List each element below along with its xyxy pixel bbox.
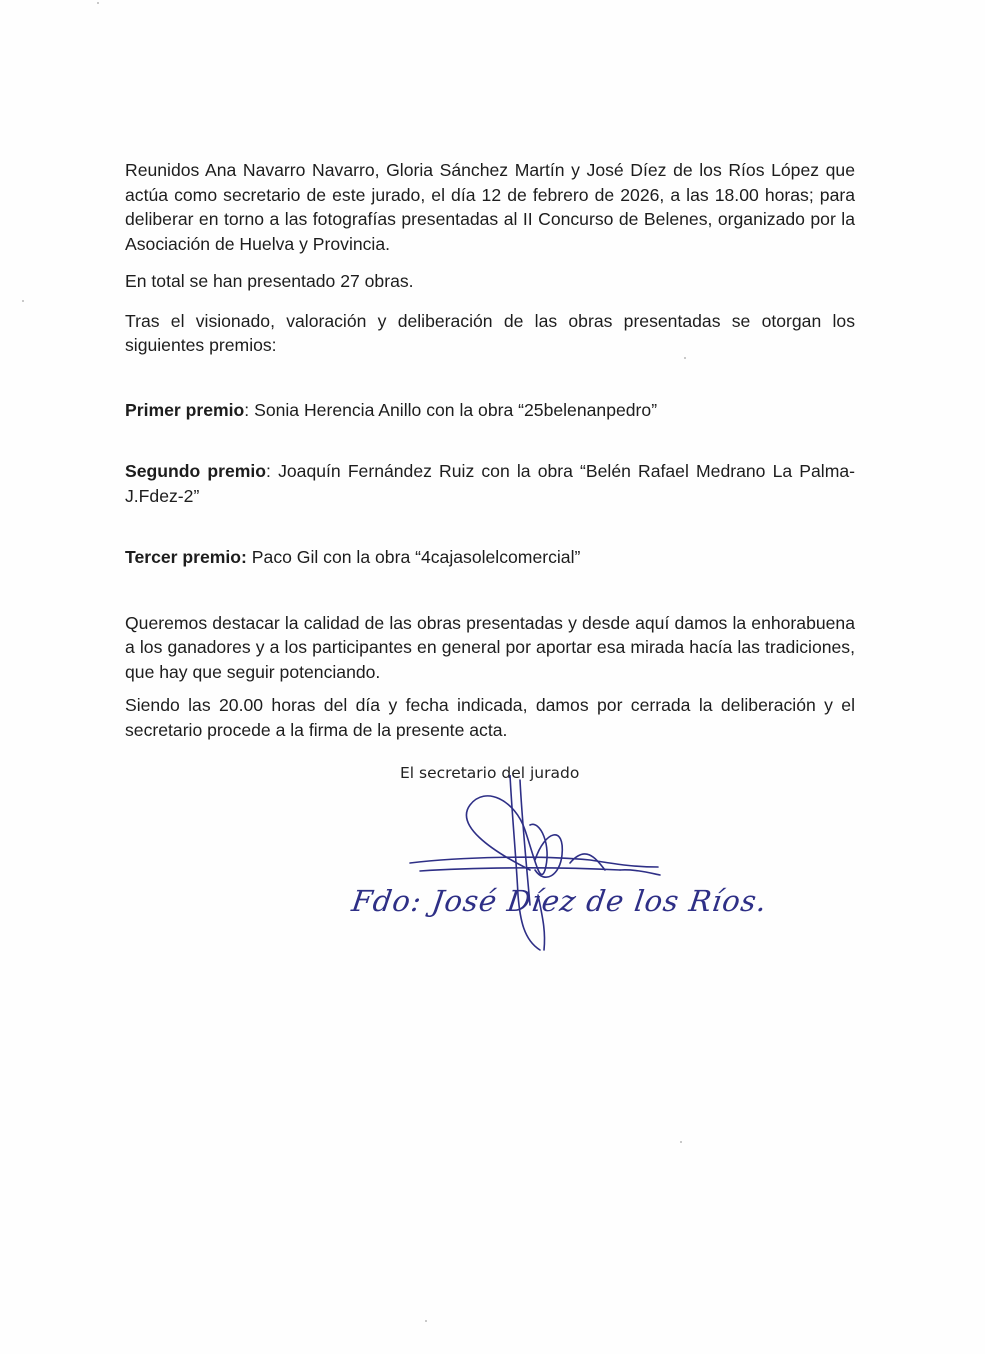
handwritten-signature: Fdo: José Díez de los Ríos. (349, 884, 770, 918)
prize-first-label: Primer premio (125, 399, 245, 420)
prize-second-label: Segundo premio (125, 461, 267, 481)
scan-speck (684, 357, 686, 359)
prize-second (125, 459, 855, 508)
prize-second-separator: : (266, 461, 279, 481)
paragraph-closing: Siendo las 20.00 horas del día y fecha indicada, damos por cerrada la deliberación y el secretario procede a la firma de la presente acta. (125, 695, 855, 740)
scan-speck (97, 2, 99, 4)
secretary-label: El secretario del jurado (400, 764, 580, 782)
scan-speck (425, 1320, 427, 1322)
paragraph-total-works: En total se han presentado 27 obras. (125, 271, 414, 291)
paragraph-awards-intro: Tras el visionado, valoración y deliberación de las obras presentadas se otorgan los siguientes premios: (125, 310, 855, 355)
prize-first-text: Sonia Herencia Anillo con la obra “25belenanpedro” (254, 399, 658, 420)
prize-third-label: Tercer premio: (125, 547, 247, 567)
scan-speck (680, 1141, 682, 1143)
scan-speck (22, 300, 24, 302)
prize-first (125, 398, 855, 423)
document-body (125, 158, 855, 742)
prize-third (125, 545, 855, 570)
prize-first-separator: : (244, 399, 255, 420)
prize-second-text: Joaquín Fernández Ruiz con la obra “Belén Rafael Medrano La Palma-J.Fdez-2” (125, 461, 855, 506)
paragraph-intro: Reunidos Ana Navarro Navarro, Gloria Sánchez Martín y José Díez de los Ríos López que actúa como secretario de este jurado, el día 12 de febrero de 2026, a las 18.00 horas; para deliberar en torno a las fotografías presentadas al II Concurso de Belenes, organizado por la Asociación de Huelva y Provincia. (125, 160, 855, 254)
paragraph-highlight: Queremos destacar la calidad de las obras presentadas y desde aquí damos la enhorabuena a los ganadores y a los participantes en general por aportar esa mirada hacía las tradiciones, que hay que seguir potenciando. (125, 612, 855, 682)
signature-mark (340, 775, 700, 960)
prize-third-text: Paco Gil con la obra “4cajasolelcomercial” (251, 547, 581, 567)
